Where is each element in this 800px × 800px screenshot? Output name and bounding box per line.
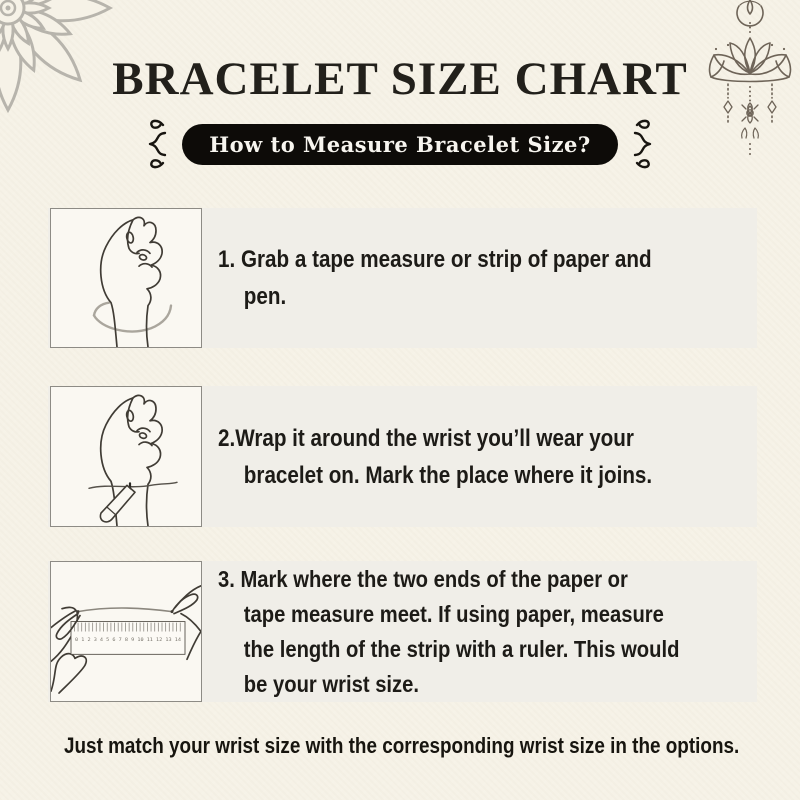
step-line: 3. Mark where the two ends of the paper or xyxy=(218,565,628,592)
step-line: tape measure meet. If using paper, measure xyxy=(243,600,664,627)
step-line: bracelet on. Mark the place where it joins. xyxy=(243,461,653,489)
step-row-3 xyxy=(48,561,757,702)
step-row-2 xyxy=(48,386,757,527)
subtitle-badge-row xyxy=(0,116,800,172)
flourish-bracket-left-icon xyxy=(142,116,169,172)
step3-illustration-box xyxy=(50,561,202,702)
step1-text xyxy=(218,208,678,348)
step-line: be your wrist size. xyxy=(243,670,420,697)
step-line: pen. xyxy=(243,283,287,310)
step-line: the length of the strip with a ruler. This would xyxy=(243,635,680,662)
fist-with-bracelet-illustration xyxy=(51,209,201,347)
footer-note: Just match your wrist size with the corresponding wrist size in the options. xyxy=(64,733,740,758)
flourish-bracket-right-icon xyxy=(631,116,658,172)
step-row-1 xyxy=(48,208,757,348)
step2-illustration-box xyxy=(50,386,202,527)
step3-text xyxy=(218,561,678,702)
hands-holding-ruler-illustration xyxy=(51,562,201,701)
step1-illustration-box xyxy=(50,208,202,348)
ruler-numbers: 0 1 2 3 4 5 6 7 8 9 10 11 12 13 14 xyxy=(75,637,182,643)
subtitle-badge: How to Measure Bracelet Size? xyxy=(182,124,617,165)
page-title: BRACELET SIZE CHART xyxy=(112,53,688,105)
step-line: 2.Wrap it around the wrist you’ll wear your xyxy=(218,424,634,452)
step-line: 1. Grab a tape measure or strip of paper and xyxy=(218,246,652,273)
fist-with-string-and-pen-illustration xyxy=(51,387,201,526)
step2-text xyxy=(218,386,678,527)
